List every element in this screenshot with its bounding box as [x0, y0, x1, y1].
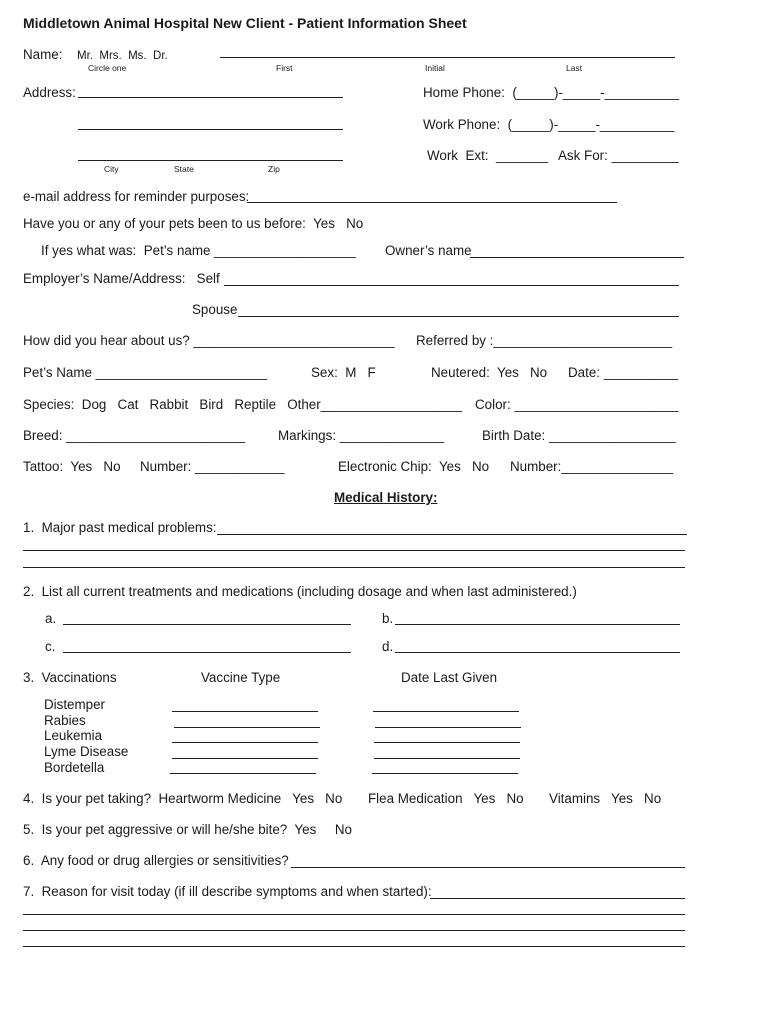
circle-one-hint: Circle one [88, 63, 127, 73]
q3-label: 3. Vaccinations [23, 670, 117, 685]
neutered-options[interactable]: Neutered: Yes No [431, 365, 548, 380]
q1-line-2[interactable] [23, 550, 685, 551]
medical-history-heading: Medical History: [334, 490, 438, 505]
q6-field[interactable] [291, 867, 685, 868]
vaccine-bordetella: Bordetella [44, 760, 105, 775]
vaccine-type-field[interactable] [172, 711, 318, 712]
vaccine-distemper: Distemper [44, 697, 106, 712]
vaccine-date-field[interactable] [375, 727, 521, 728]
owners-name-label: Owner’s name [385, 243, 472, 258]
vaccine-type-field[interactable] [174, 727, 320, 728]
salutation-options[interactable]: Mr. Mrs. Ms. Dr. [77, 50, 168, 62]
address-label: Address: [23, 85, 76, 100]
markings-field[interactable]: Markings: ______________ [278, 428, 445, 443]
q4-vitamins[interactable]: Vitamins Yes No [549, 791, 662, 806]
q1-line-1[interactable] [217, 534, 687, 535]
vaccine-leukemia: Leukemia [44, 728, 103, 743]
vaccine-rabies: Rabies [44, 713, 86, 728]
if-yes-pet-name[interactable]: If yes what was: Pet’s name ___________________ [41, 243, 356, 258]
q4-heartworm[interactable]: 4. Is your pet taking? Heartworm Medicine Yes No [23, 791, 343, 806]
q1-label: 1. Major past medical problems: [23, 520, 217, 535]
employer-label: Employer’s Name/Address: Self [23, 271, 220, 286]
vaccine-date-field[interactable] [374, 758, 520, 759]
q2-item-d-label: d. [382, 639, 394, 654]
q2-item-c-field[interactable] [63, 652, 351, 653]
vaccine-type-field[interactable] [170, 773, 316, 774]
species-options[interactable]: Species: Dog Cat Rabbit Bird Reptile Other___________________ [23, 397, 463, 412]
q7-line-3[interactable] [23, 930, 685, 931]
q2-item-a-field[interactable] [63, 624, 351, 625]
city-hint: City [104, 164, 119, 174]
vaccine-type-field[interactable] [172, 758, 318, 759]
pet-name[interactable]: Pet’s Name _______________________ [23, 365, 267, 380]
home-phone[interactable]: Home Phone: (_____)-_____-__________ [423, 85, 680, 100]
q6-label: 6. Any food or drug allergies or sensitivities? [23, 853, 289, 868]
q2-item-a-label: a. [45, 611, 57, 626]
sex-options[interactable]: Sex: M F [311, 365, 376, 380]
name-label: Name: [23, 47, 63, 62]
tattoo-options[interactable]: Tattoo: Yes No [23, 459, 121, 474]
q7-line-1[interactable] [430, 898, 685, 899]
breed-field[interactable]: Breed: ________________________ [23, 428, 245, 443]
q1-line-3[interactable] [23, 567, 685, 568]
neutered-date[interactable]: Date: __________ [568, 365, 679, 380]
q4-flea[interactable]: Flea Medication Yes No [368, 791, 524, 806]
color-field[interactable]: Color: ______________________ [475, 397, 679, 412]
email-label: e-mail address for reminder purposes: [23, 189, 250, 204]
employer-spouse-field[interactable] [238, 316, 679, 317]
zip-hint: Zip [268, 164, 280, 174]
q2-item-c-label: c. [45, 639, 56, 654]
ask-for[interactable]: Ask For: _________ [558, 148, 679, 163]
date-last-given-header: Date Last Given [401, 670, 498, 685]
email-field[interactable] [247, 202, 617, 203]
name-field[interactable] [220, 57, 675, 58]
address-line-3[interactable] [78, 160, 343, 161]
vaccine-date-field[interactable] [373, 711, 519, 712]
q2-item-d-field[interactable] [395, 652, 680, 653]
owners-name-field[interactable] [470, 257, 684, 258]
initial-hint: Initial [425, 63, 445, 73]
employer-self-field[interactable] [224, 285, 679, 286]
chip-options[interactable]: Electronic Chip: Yes No [338, 459, 490, 474]
work-phone[interactable]: Work Phone: (_____)-_____-__________ [423, 117, 675, 132]
address-line-2[interactable] [78, 129, 343, 130]
q7-line-2[interactable] [23, 914, 685, 915]
vaccine-type-header: Vaccine Type [201, 670, 281, 685]
referred-by[interactable]: Referred by :________________________ [416, 333, 673, 348]
vaccine-lyme: Lyme Disease [44, 744, 129, 759]
q7-line-4[interactable] [23, 946, 685, 947]
address-line-1[interactable] [78, 97, 343, 98]
q7-label: 7. Reason for visit today (if ill describe symptoms and when started): [23, 884, 432, 899]
chip-number[interactable]: Number:_______________ [510, 459, 674, 474]
last-name-hint: Last [566, 63, 583, 73]
q2-item-b-label: b. [382, 611, 394, 626]
state-hint: State [174, 164, 194, 174]
form-title: Middletown Animal Hospital New Client - Patient Information Sheet [23, 15, 467, 31]
tattoo-number[interactable]: Number: ____________ [140, 459, 285, 474]
q2-label: 2. List all current treatments and medications (including dosage and when last administered.) [23, 584, 577, 599]
spouse-label: Spouse [192, 302, 238, 317]
hear-about-us[interactable]: How did you hear about us? ___________________________ [23, 333, 395, 348]
vaccine-type-field[interactable] [172, 742, 318, 743]
q5-aggressive[interactable]: 5. Is your pet aggressive or will he/she bite? Yes No [23, 822, 352, 837]
first-name-hint: First [276, 63, 293, 73]
vaccine-date-field[interactable] [374, 742, 520, 743]
vaccine-date-field[interactable] [372, 773, 518, 774]
q2-item-b-field[interactable] [395, 624, 680, 625]
birth-date-field[interactable]: Birth Date: _________________ [482, 428, 676, 443]
been-before-question[interactable]: Have you or any of your pets been to us before: Yes No [23, 216, 364, 231]
work-ext[interactable]: Work Ext: _______ [427, 148, 549, 163]
